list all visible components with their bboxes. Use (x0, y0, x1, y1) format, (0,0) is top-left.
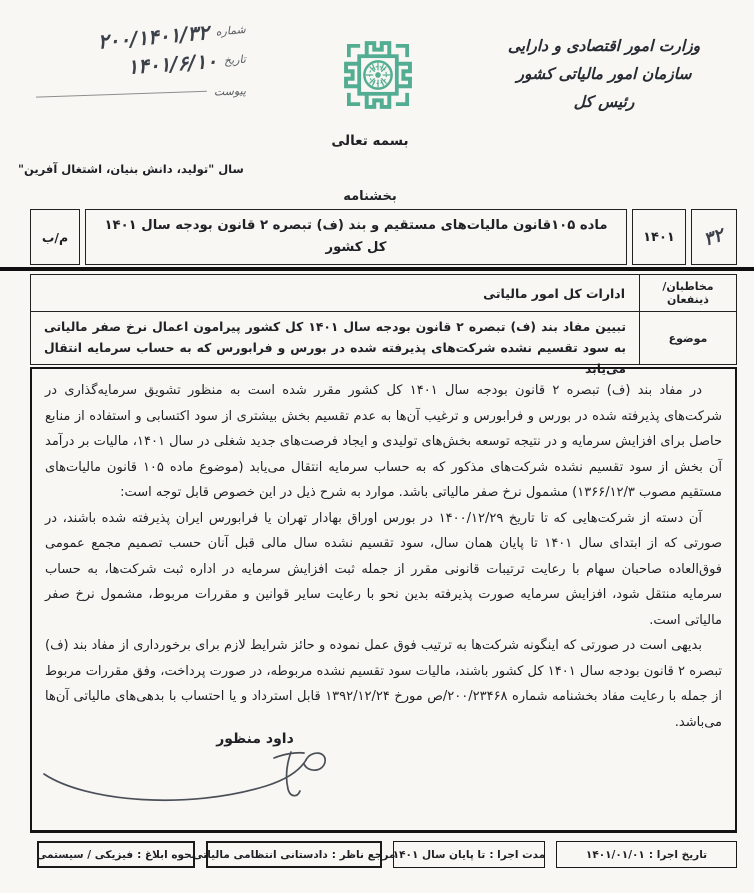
supervising-authority-cell (192, 841, 396, 868)
recipients-label: مخاطبان/ذینفعان (639, 275, 736, 311)
supervising-authority-label: مرجع ناظر : (331, 848, 396, 861)
footer-row (30, 841, 737, 868)
handwritten-serial: ۳۲ (701, 224, 727, 250)
execution-date-label: تاریخ اجرا : (648, 848, 708, 861)
body-paragraph: در مفاد بند (ف) تبصره ۲ قانون بودجه سال ۱۴۰۱ کل کشور مقرر شده است به منظور تشویق سرمایه‌گذاری در شرکت‌های پذیرفته شده در بورس و فرابورس و ترغیب آن‌ها به عدم تقسیم بخش بیشتری از سود اکتسابی و استفاده از منابع حاصل برای افزایش سرمایه و در نتیجه توسعه بخش‌های تولیدی و ایجاد فرصت‌های جدید شغلی در سال ۱۴۰۱، مالیات بر درآمد آن بخش از سود تقسیم نشده شرکت‌های مذکور که به حساب سرمایه انتقال می‌یابد (موضوع ماده ۱۰۵ قانون مالیات‌های مستقیم مصوب ۱۳۶۶/۱۲/۳) مشمول نرخ صفر مالیاتی باشد. موارد به شرح ذیل در این خصوص قابل توجه است: (45, 383, 723, 500)
classification-table (30, 209, 737, 265)
duration-cell (393, 841, 545, 868)
notification-method-label: نحوه ابلاغ : (137, 848, 196, 861)
heavy-divider (0, 267, 754, 271)
execution-date-value: ۱۴۰۱/۰۱/۰۱ (585, 848, 645, 861)
body-paragraph: بدیهی است در صورتی که اینگونه شرکت‌ها به ترتیب فوق عمل نموده و حائز شرایط لازم برای برخورداری از مفاد بند (ف) تبصره ۲ قانون بودجه سال ۱۴۰۱ کل کشور باشند، مالیات سود تقسیم نشده مربوطه، در صورت پرداخت، وفق مقررات مربوط از جمله با رعایت مفاد بخشنامه شماره ۲۰۰/۲۳۴۶۸/ص مورخ ۱۳۹۲/۱۲/۲۴ قابل استرداد و یا احتساب با بدهی‌های مالیاتی آن‌ها می‌باشد. (45, 638, 722, 730)
serial-number-cell (691, 209, 737, 265)
supervising-authority-value: دادستانی انتظامی مالیاتی (192, 848, 328, 861)
subject-label: موضوع (639, 312, 736, 364)
chief-title: رئیس کل (573, 92, 635, 111)
ministry-name: وزارت امور اقتصادی و دارایی (507, 36, 701, 55)
number-label: شماره (215, 22, 247, 38)
year-slogan: سال "تولید، دانش بنیان، اشتغال آفرین" (18, 162, 244, 176)
legal-reference-cell: ماده ۱۰۵قانون مالیات‌های مستقیم و بند (ف) تبصره ۲ قانون بودجه سال ۱۴۰۱ کل کشور (85, 209, 627, 265)
document-type-heading: بخشنامه (343, 189, 397, 204)
attachment-label: پیوست (213, 84, 247, 99)
duration-label: مدت اجرا : (489, 848, 546, 861)
attachment-line (36, 84, 246, 104)
number-value: ۲۰۰/۱۴۰۱/۳۲ (96, 20, 210, 54)
recipients-row (31, 275, 736, 312)
signatory-name: داود منظور (216, 731, 294, 747)
year-cell: ۱۴۰۱ (632, 209, 686, 265)
subject-value: تبیین مفاد بند (ف) تبصره ۲ قانون بودجه سال ۱۴۰۱ کل کشور پیرامون اعمال نرخ صفر مالیاتی به سود تقسیم نشده شرکت‌های پذیرفته شده در بورس و فرابورس که به حساب سرمایه انتقال می‌یابد (44, 320, 627, 376)
letterhead-reference-block (36, 20, 247, 101)
duration-value: تا پایان سال ۱۴۰۱ (392, 848, 486, 861)
date-value: ۱۴۰۱/۶/۱۰ (126, 48, 218, 79)
execution-date-cell (556, 841, 737, 868)
letterhead-titles (468, 32, 740, 116)
attachment-blank-line (36, 90, 207, 97)
signature-icon (38, 744, 350, 826)
date-label: تاریخ (223, 52, 247, 67)
meta-table (30, 274, 737, 376)
body-paragraph: آن دسته از شرکت‌هایی که تا تاریخ ۱۴۰۰/۱۲/۲۹ در بورس اوراق بهادار تهران یا فرابورس ایران پذیرفته شده باشند، در صورتی که از ابتدای سال ۱۴۰۱ تا پایان همان سال، سود تقسیم نشده سال مالی قبل آنان حسب تصمیم مجمع عمومی فوق‌العاده صاحبان سهام با رعایت ترتیبات قانونی مقرر از جمله ثبت افزایش سرمایه در اداره ثبت شرکت‌ها، به حساب سرمایه منتقل شود، افزایش سرمایه صورت پذیرفته بدین نحو با رعایت سایر قوانین و مقررات مربوط، مشمول نرخ صفر مالیاتی است. (45, 510, 723, 628)
organization-name: سازمان امور مالیاتی کشور (516, 64, 692, 83)
category-code-cell: م/ب (30, 209, 80, 265)
tax-administration-logo-icon (330, 28, 426, 122)
notification-method-value: فیزیکی / سیستمی (36, 848, 134, 861)
subject-row (31, 312, 736, 376)
bismillah-heading: بسمه تعالی (331, 133, 409, 149)
recipients-value: ادارات کل امور مالیاتی (483, 285, 625, 301)
notification-method-cell (37, 841, 195, 868)
